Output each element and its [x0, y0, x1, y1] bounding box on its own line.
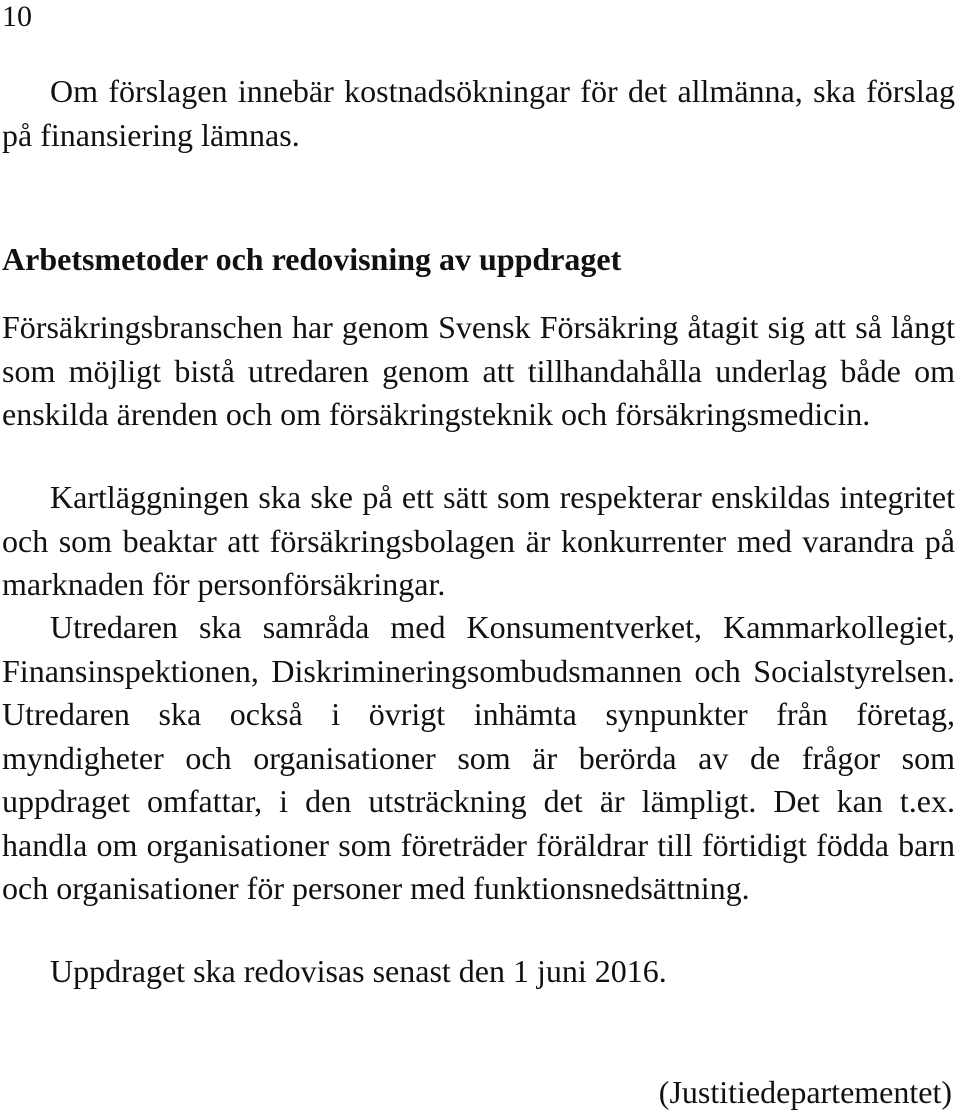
page-number: 10: [2, 0, 32, 33]
body-paragraph-3: Utredaren ska samråda med Konsumentverket, Kammarkollegiet, Finansinspektionen, Diskrimineringsombudsmannen och Socialstyrelsen. Utredaren ska också i övrigt inhämta synpunkter från företag, myndigheter och organisationer som är berörda av de frågor som uppdraget omfattar, i den utsträckning det är lämpligt. Det kan t.ex. handla om organisationer som företräder föräldrar till förtidigt födda barn och organisationer för personer med funktionsnedsättning.: [2, 609, 955, 906]
body-paragraph-2: Kartläggningen ska ske på ett sätt som respekterar enskildas integritet och som beaktar att försäkringsbolagen är konkurrenter med varandra på marknaden för personförsäkringar.: [2, 479, 955, 602]
body-paragraph-1: Försäkringsbranschen har genom Svensk Försäkring åtagit sig att så långt som möjligt bistå utredaren genom att tillhandahålla underlag både om enskilda ärenden och om försäkringsteknik och försäkringsmedicin.: [2, 309, 955, 432]
intro-paragraph: Om förslagen innebär kostnadsökningar för det allmänna, ska förslag på finansiering lämnas.: [2, 73, 955, 153]
section-heading: Arbetsmetoder och redovisning av uppdraget: [2, 241, 622, 277]
department-signature: (Justitiedepartementet): [658, 1074, 952, 1110]
body-paragraph-4: Uppdraget ska redovisas senast den 1 juni 2016.: [50, 953, 667, 989]
